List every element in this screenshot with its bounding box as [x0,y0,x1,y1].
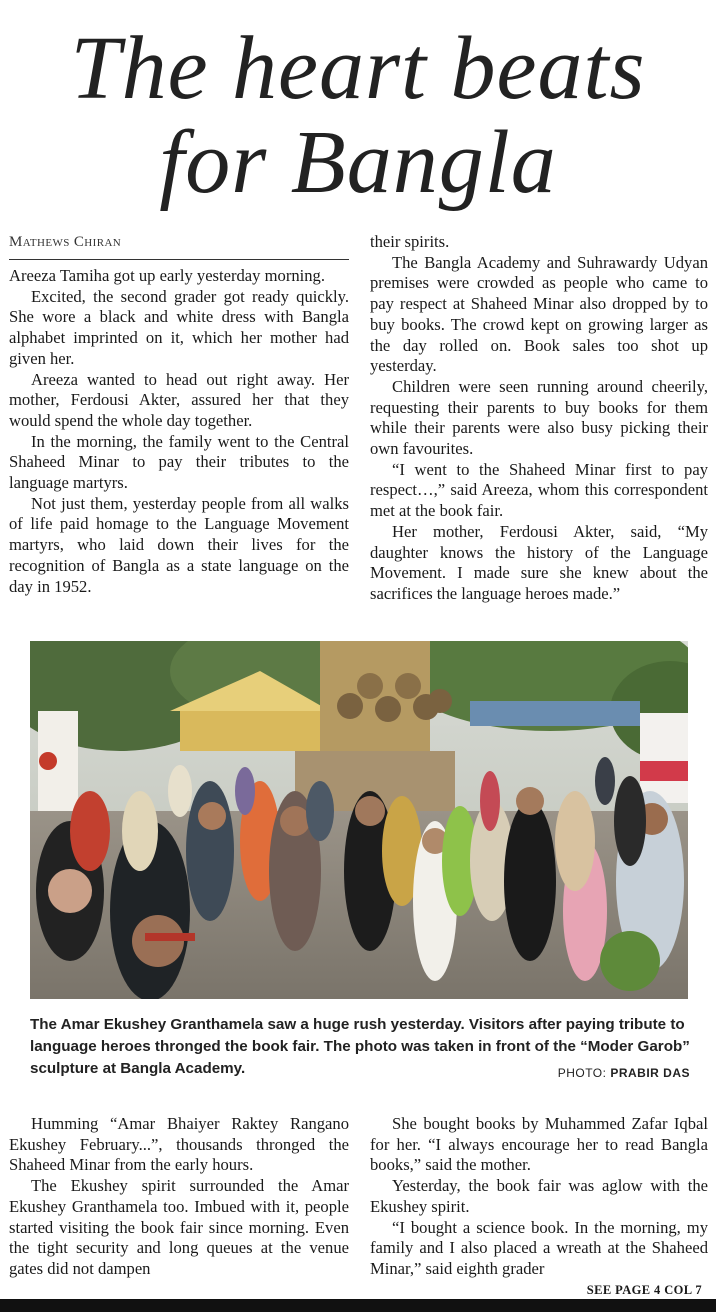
continuation-note: SEE PAGE 4 COL 7 [586,1283,702,1297]
paragraph: “I bought a science book. In the morning, my family and I also placed a wreath at the Shaheed Minar,” said eighth grader [370,1217,708,1278]
paragraph: Her mother, Ferdousi Akter, said, “My daughter knows the history of the Language Movement. I made sure she knew about the sacrifices the language heroes made.” [370,521,708,603]
headline-line-1: The heart beats [70,19,646,118]
paragraph: Areeza wanted to head out right away. Her mother, Ferdousi Akter, assured her that they would spend the whole day together. [9,369,349,430]
paragraph: Yesterday, the book fair was aglow with the Ekushey spirit. [370,1176,708,1216]
headline [0,19,716,212]
headline-line-2: for Bangla [159,113,557,212]
paragraph: Humming “Amar Bhaiyer Raktey Rangano Ekushey February...”, thousands thronged the Shaheed Minar from the early hours. [9,1114,349,1175]
paragraph: their spirits. [370,232,450,251]
paragraph: Areeza Tamiha got up early yesterday morning. [9,266,326,285]
news-photo [30,641,688,999]
paragraph: In the morning, the family went to the Central Shaheed Minar to pay their tributes to the language martyrs. [9,431,349,493]
photo-credit [558,1066,690,1080]
article-column-2 [370,232,708,605]
photo-credit-label: PHOTO: [557,1066,607,1080]
byline-author: Mathews Chiran [9,234,122,250]
article-column-4 [370,1114,708,1280]
photo-credit-name: PRABIR DAS [610,1066,690,1080]
paragraph: “I went to the Shaheed Minar first to pay respect…,” said Areeza, whom this correspondent met at the book fair. [370,459,708,521]
paragraph: The Bangla Academy and Suhrawardy Udyan premises were crowded as people who came to pay respect at Shaheed Minar also dropped by to buy books. The crowd kept on growing larger as the day rolled on. Book sales too shot up yesterday. [370,252,708,376]
photo-caption: The Amar Ekushey Granthamela saw a huge rush yesterday. Visitors after paying tribute to language heroes thronged the book fair. The photo was taken in front of the “Moder Garob” sculpture at Bangla Academy. [30,1016,690,1077]
article-column-1 [9,266,349,597]
article-column-3 [9,1114,349,1280]
paragraph: Not just them, yesterday people from all walks of life paid homage to the Language Movement martyrs, who laid down their lives for the recognition of Bangla as a state language on the day in 1952. [9,493,349,596]
paragraph: The Ekushey spirit surrounded the Amar Ekushey Granthamela too. Imbued with it, people started visiting the book fair since morning. Even the tight security and long queues at the venue gates did not dampen [9,1176,349,1278]
bottom-rule [0,1299,716,1312]
paragraph: She bought books by Muhammed Zafar Iqbal for her. “I always encourage her to read Bangla books,” said the mother. [370,1114,708,1175]
paragraph: Children were seen running around cheerily, requesting their parents to buy books for them while their parents were also busy picking their own favourites. [370,376,708,459]
paragraph: Excited, the second grader got ready quickly. She wore a black and white dress with Bangla alphabet imprinted on it, which her mother had given her. [9,286,349,368]
byline [9,234,349,260]
